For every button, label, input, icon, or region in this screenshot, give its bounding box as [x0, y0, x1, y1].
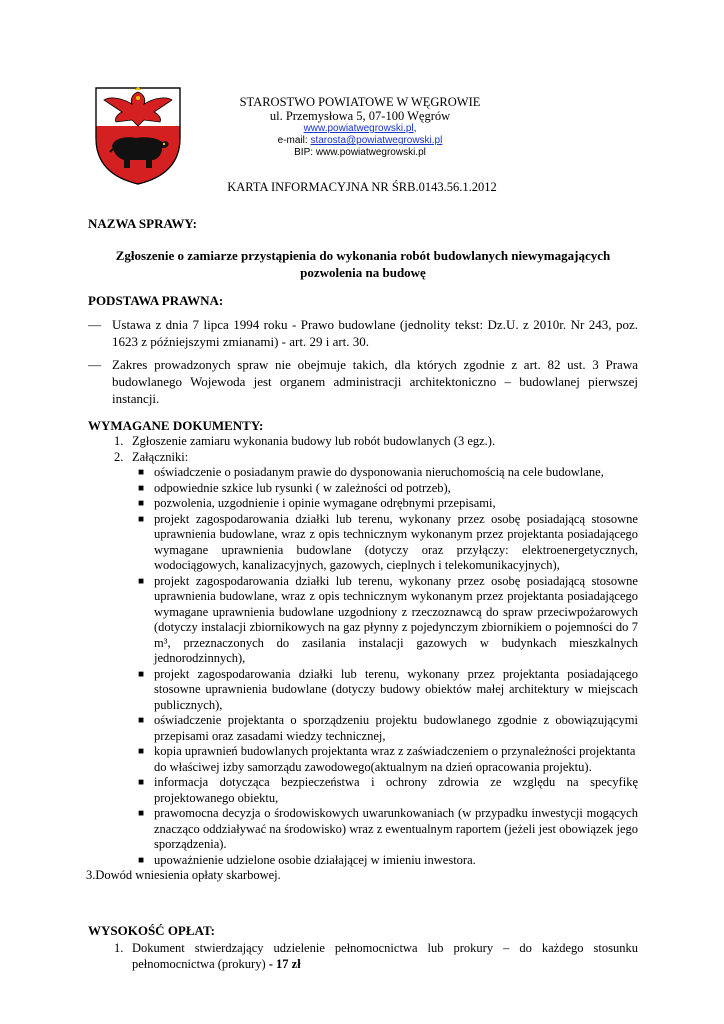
attachment-item: ■ oświadczenie o posiadanym prawie do dysponowania nieruchomością na cele budowlane,: [138, 465, 604, 479]
list-item: [88, 450, 638, 466]
square-bullet: ■: [138, 746, 145, 757]
attachment-continuation: do właściwej izby samorządu zawodowego(aktualnym na dzień opracowania projektu).: [154, 759, 592, 774]
email-link[interactable]: starosta@powiatwegrowski.pl: [310, 135, 443, 146]
square-bullet: ■: [138, 668, 145, 680]
bip-line: BIP: www.powiatwegrowski.pl: [294, 147, 426, 158]
office-address: ul. Przemysłowa 5, 07-100 Węgrów: [269, 109, 451, 123]
fees-heading: WYSOKOŚĆ OPŁAT:: [88, 923, 216, 938]
card-number: KARTA INFORMACYJNA NR ŚRB.0143.56.1.2012: [227, 180, 497, 194]
required-documents-list: [88, 434, 638, 884]
square-bullet: ■: [138, 513, 145, 525]
item-number: 1.: [114, 941, 124, 955]
fee-item: [88, 941, 638, 972]
case-name-heading: NAZWA SPRAWY:: [88, 216, 197, 231]
attachment-item: ■ kopia uprawnień budowlanych projektanta wraz z zaświadczeniem o przynależności projektanta do właściwej izby samorządu zawodowego(aktualnym na dzień opracowania projektu).: [138, 744, 636, 774]
square-bullet: ■: [138, 808, 145, 819]
fee-text: Dokument stwierdzający udzielenie pełnomocnictwa lub prokury – do każdego stosunku pełnomocnictwa (prokury): [132, 941, 638, 971]
square-bullet: ■: [138, 498, 145, 509]
legal-basis-heading: PODSTAWA PRAWNA:: [88, 293, 224, 308]
attachment-item: ■ oświadczenie projektanta o sporządzeniu projektu budowlanego zgodnie z obowiązującymi przepisami oraz zasadami wiedzy technicznej,: [138, 713, 638, 743]
letterhead: [200, 95, 520, 159]
square-bullet: ■: [138, 777, 145, 788]
square-bullet: ■: [138, 467, 145, 478]
square-bullet: ■: [138, 715, 145, 726]
coat-of-arms: [92, 86, 184, 186]
attachment-item: ■ pozwolenia, uzgodnienie i opinie wymagane odrębnymi przepisami,: [138, 496, 496, 510]
office-name: STAROSTWO POWIATOWE W WĘGROWIE: [239, 95, 481, 109]
dash-bullet: —: [88, 357, 101, 372]
attachment-item: ■ projekt zagospodarowania działki lub terenu, wykonany przez osobę posiadającą stosowne uprawnienia budowlane, wraz z opis technicznym wykonanym przez projektanta posiadającego wymagane uprawnienia budowlane (dotyczy oraz przyłączy: elektroenergetycznych, wodociągowych, kanalizacyjnych, gazowych, cieplnych i telekomunikacyjnych),: [138, 511, 638, 572]
item-number: 1.: [114, 434, 124, 448]
legal-basis-item: [88, 316, 638, 350]
legal-basis-text: Zakres prowadzonych spraw nie obejmuje takich, dla których zgodnie z art. 82 ust. 3 Prawa budowlanego Wojewoda jest organem administracji architektoniczno – budowlanej pierwszej instancji.: [112, 357, 638, 406]
square-bullet: ■: [138, 482, 145, 494]
legal-basis-item: [88, 356, 638, 407]
attachment-item: ■ prawomocna decyzja o środowiskowych uwarunkowaniach (w przypadku inwestycji mogących znacząco oddziaływać na środowisko) wraz z ewentualnym raportem (jeżeli jest obowiązek jego sporządzenia).: [138, 806, 638, 851]
item-number: 2.: [114, 449, 124, 464]
attachment-item: ■ odpowiednie szkice lub rysunki ( w zależności od potrzeb),: [138, 480, 451, 495]
website-link[interactable]: www.powiatwegrowski.pl: [303, 123, 414, 134]
attachment-item: ■ projekt zagospodarowania działki lub terenu, wykonany przez projektanta posiadającego stosowne uprawnienia budowlane (dotyczy budowy obiektów małej architektury w miejscach publicznych),: [138, 666, 638, 712]
square-bullet: ■: [138, 575, 145, 587]
legal-basis-text: Ustawa z dnia 7 lipca 1994 roku - Prawo budowlane (jednolity tekst: Dz.U. z 2010r. Nr 243, poz. 1623 z późniejszymi zmianami) - art. 29 i art. 30.: [112, 317, 638, 349]
attachment-item: ■ informacja dotycząca bezpieczeństwa i ochrony zdrowia ze względu na specyfikę projektowanego obiektu,: [138, 775, 638, 805]
fee-amount: - 17 zł: [265, 956, 301, 971]
dash-bullet: —: [88, 317, 101, 332]
required-documents-heading: WYMAGANE DOKUMENTY:: [88, 418, 264, 433]
list-item: [88, 434, 638, 450]
square-bullet: ■: [138, 854, 145, 866]
item-text: Zgłoszenie zamiaru wykonania budowy lub robót budowlanych (3 egz.).: [132, 434, 496, 448]
item-text: Załączniki:: [132, 449, 189, 464]
website-suffix: ,: [413, 123, 417, 134]
attachment-item: ■ projekt zagospodarowania działki lub terenu, wykonany przez osobę posiadającą stosowne uprawnienia budowlane, wraz z opis technicznym wykonanym przez projektanta posiadającego wymagane uprawnienia budowlane uzgodniony z rzeczoznawcą do spraw przeciwpożarowych (dotyczy instalacji zbiornikowych na gaz płynny z pojedynczym zbiornikiem o pojemności do 7 m³, przeznaczonych do zasilania instalacji gazowych w budynkach mieszkalnych jednorodzinnych),: [138, 573, 638, 665]
email-label: e-mail:: [277, 135, 311, 146]
case-title: Zgłoszenie o zamiarze przystąpienia do wykonania robót budowlanych niewymagających pozwolenia na budowę: [115, 248, 611, 280]
attachment-item: ■ upoważnienie udzielone osobie działającej w imieniu inwestora.: [138, 852, 476, 867]
list-item: 3.Dowód wniesienia opłaty skarbowej.: [86, 868, 281, 882]
